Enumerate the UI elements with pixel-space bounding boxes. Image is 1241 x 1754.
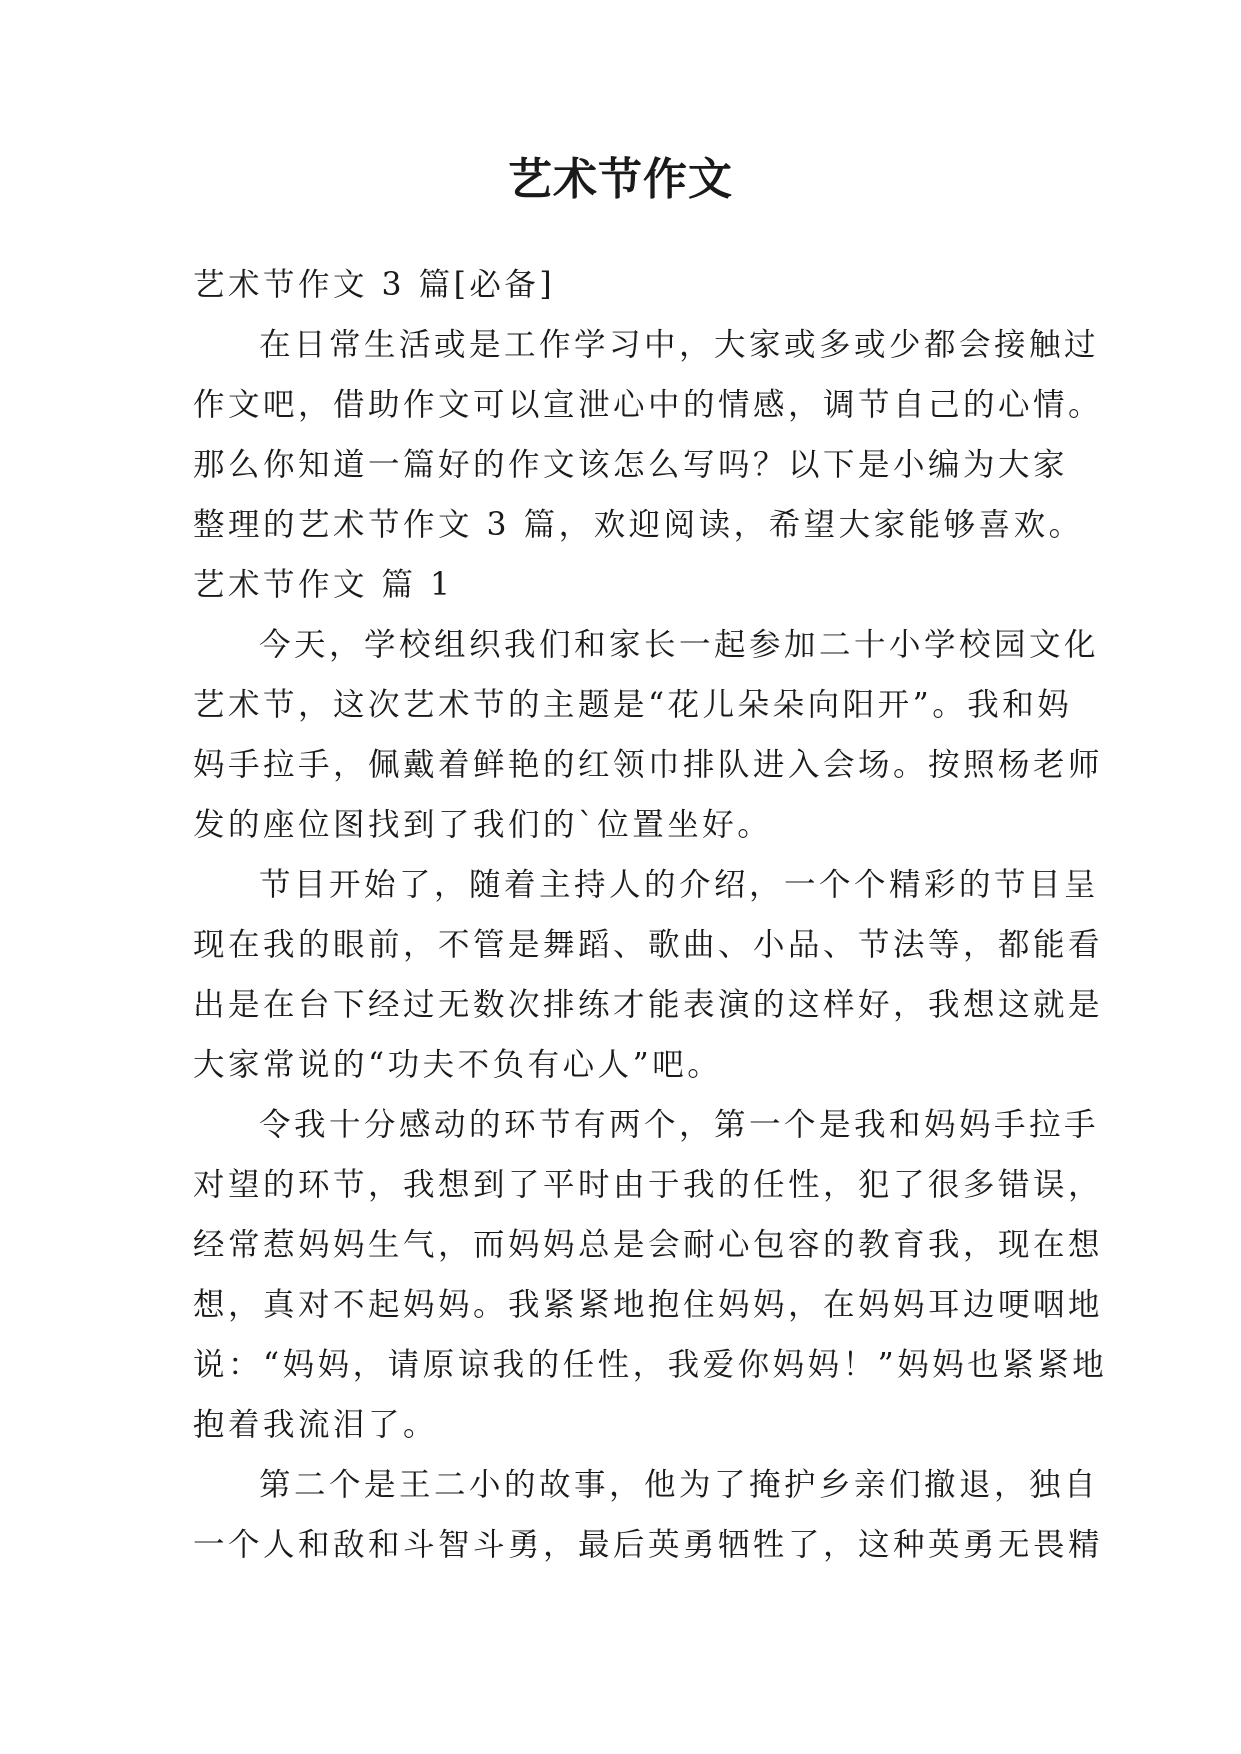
text-line: 那么你知道一篇好的作文该怎么写吗？以下是小编为大家: [193, 447, 1069, 483]
text-line: 对望的环节，我想到了平时由于我的任性，犯了很多错误，: [193, 1167, 1104, 1203]
text-line: 大家常说的“功夫不负有心人”吧。: [193, 1047, 723, 1083]
paragraph-first-line: 在日常生活或是工作学习中，大家或多或少都会接触过: [259, 327, 1100, 363]
text-line: 妈手拉手，佩戴着鲜艳的红领巾排队进入会场。按照杨老师: [193, 747, 1104, 783]
text-line: 抱着我流泪了。: [193, 1407, 439, 1443]
text-line: 艺术节，这次艺术节的主题是“花儿朵朵向阳开”。我和妈: [193, 687, 1073, 723]
text-line: 艺术节作文 篇 1: [193, 567, 454, 603]
document-title: 艺术节作文: [508, 154, 733, 205]
text-line: 出是在台下经过无数次排练才能表演的这样好，我想这就是: [193, 987, 1104, 1023]
paragraph-first-line: 节目开始了，随着主持人的介绍，一个个精彩的节目呈: [259, 867, 1100, 903]
text-line: 发的座位图找到了我们的`位置坐好。: [193, 807, 773, 843]
document-body: [193, 255, 1108, 1575]
text-line: 说：“妈妈，请原谅我的任性，我爱你妈妈！”妈妈也紧紧地: [193, 1347, 1108, 1383]
text-line: 现在我的眼前，不管是舞蹈、歌曲、小品、节法等，都能看: [193, 927, 1104, 963]
paragraph-first-line: 第二个是王二小的故事，他为了掩护乡亲们撤退，独自: [259, 1467, 1100, 1503]
text-line: 艺术节作文 3 篇[必备]: [193, 267, 556, 303]
paragraph-first-line: 令我十分感动的环节有两个，第一个是我和妈妈手拉手: [259, 1107, 1100, 1143]
text-line: 整理的艺术节作文 3 篇，欢迎阅读，希望大家能够喜欢。: [193, 507, 1084, 543]
text-line: 作文吧，借助作文可以宣泄心中的情感，调节自己的心情。: [193, 387, 1104, 423]
paragraph-first-line: 今天，学校组织我们和家长一起参加二十小学校园文化: [259, 627, 1100, 663]
text-line: 一个人和敌和斗智斗勇，最后英勇牺牲了，这种英勇无畏精: [193, 1527, 1104, 1563]
text-line: 想，真对不起妈妈。我紧紧地抱住妈妈，在妈妈耳边哽咽地: [193, 1287, 1104, 1323]
text-line: 经常惹妈妈生气，而妈妈总是会耐心包容的教育我，现在想: [193, 1227, 1104, 1263]
